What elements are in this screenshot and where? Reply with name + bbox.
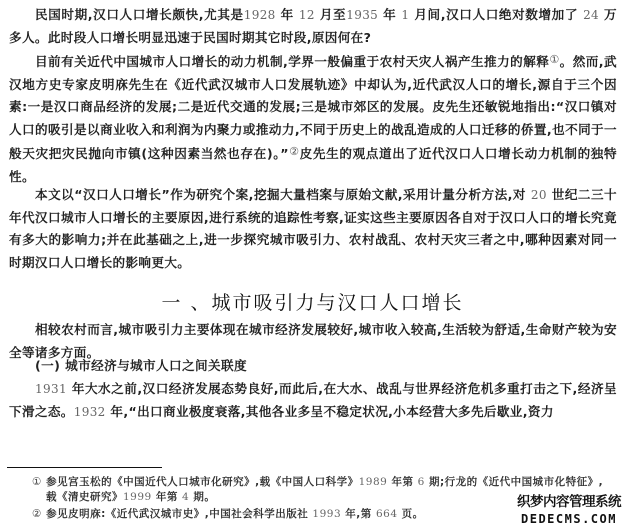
- numeral: 20: [530, 188, 547, 202]
- numeral: 1932: [73, 404, 106, 419]
- text-run: 参见宫玉松的《中国近代人口城市化研究》,载《中国人口科学》: [46, 476, 359, 488]
- numeral: 1989: [358, 476, 388, 488]
- numeral: 4: [182, 491, 190, 503]
- numeral: 1993: [312, 508, 342, 520]
- text-run: 月至: [314, 7, 347, 22]
- footnote-reference: ①: [549, 53, 560, 66]
- text-run: 相较农村而言,城市吸引力主要体现在城市经济发展较好,城市收入较高,生活较为舒适,生命财产较为安全等诸多方面。: [9, 322, 617, 360]
- text-run: 年第: [151, 491, 183, 503]
- text-run: 本文以“汉口人口增长”作为研究个案,挖掘大量档案与原始文献,采用计量分析方法,对: [35, 187, 531, 202]
- paragraph-research-aim: [9, 184, 617, 274]
- text-run: 年: [275, 7, 299, 22]
- text-run: 年大水之前,汉口经济发展态势良好,而此后,在大水、战乱与世界经济危机多重打击之下,经济呈下滑之态。: [9, 381, 617, 419]
- numeral: 664: [375, 508, 398, 520]
- paragraph-economy-1931: [9, 378, 617, 423]
- footnote-line: [46, 508, 424, 520]
- text-run: 月间,汉口人口绝对数增加了: [409, 7, 584, 22]
- numeral: 12: [298, 8, 315, 22]
- numeral: 1: [401, 8, 410, 22]
- site-watermark: [515, 496, 623, 525]
- numeral: 1928: [243, 8, 276, 22]
- numeral: 24: [583, 8, 600, 22]
- text-run: 皮先生的观点道出了近代汉口人口增长动力机制的独特性。: [9, 146, 617, 184]
- numeral: 6: [417, 476, 425, 488]
- text-run: 。然而,武汉地方史专家皮明庥先生在《近代武汉城市人口发展轨迹》中却认为,近代武汉人口的增长,源自于三个因素:一是汉口商品经济的发展;二是近代交通的发展;三是城市郊区的发展。皮先生还敏锐地指出:“汉口镇对人口的吸引是以商业收入和利润为内聚力或推动力,不同于历史上的战乱造成的人口迁移的侨置,也不同于一般天灾把灾民抛向市镇(这种因素当然也存在)。”: [9, 54, 617, 161]
- footnote-marker: ①: [32, 476, 42, 488]
- watermark-chinese: 织梦内容管理系统: [517, 494, 621, 510]
- text-run: 参见皮明庥:《近代武汉城市史》,中国社会科学出版社: [46, 508, 313, 520]
- text-run: 年,第: [341, 508, 376, 520]
- text-run: 载《清史研究》: [46, 491, 123, 503]
- text-run: 目前有关近代中国城市人口增长的动力机制,学界一般偏重于农村天灾人祸产生推力的解释: [35, 54, 550, 69]
- footnote-reference: ②: [288, 145, 300, 158]
- watermark-domain: DEDECMS.COM: [521, 511, 617, 526]
- footnote-divider: [7, 467, 162, 468]
- text-run: 年: [378, 7, 402, 22]
- paragraph-intro: [9, 4, 617, 49]
- text-run: 年,“出口商业极度衰落,其他各业多呈不稳定状况,小本经营大多先后歇业,资力: [105, 403, 554, 419]
- numeral: 1931: [35, 382, 67, 396]
- section-heading: 一 、城市吸引力与汉口人口增长: [161, 291, 464, 314]
- numeral: 1935: [346, 8, 379, 22]
- paragraph-literature-review: [9, 49, 617, 188]
- text-run: 页。: [397, 508, 424, 520]
- text-run: 民国时期,汉口人口增长颇快,尤其是: [35, 7, 244, 22]
- subsection-heading: (一) 城市经济与城市人口之间关联度: [35, 358, 248, 373]
- text-run: 万多人。此时段人口增长明显迅速于民国时期其它时段,原因何在?: [9, 7, 617, 45]
- text-run: 期;行龙的《近代中国城市化特征》,: [424, 476, 604, 488]
- footnote-line: [46, 476, 603, 488]
- text-run: 世纪二三十年代汉口城市人口增长的主要原因,进行系统的追踪性考察,证实这些主要原因各自对于汉口人口的增长究竟有多大的影响力;并在此基础之上,进一步探究城市吸引力、农村战乱、农村天灾三者之中,哪种因素对同一时期汉口人口增长的影响更大。: [9, 187, 617, 270]
- text-run: 年第: [387, 476, 418, 488]
- footnote-marker: ②: [32, 508, 42, 520]
- text-run: 期。: [189, 491, 216, 503]
- numeral: 1999: [123, 491, 152, 503]
